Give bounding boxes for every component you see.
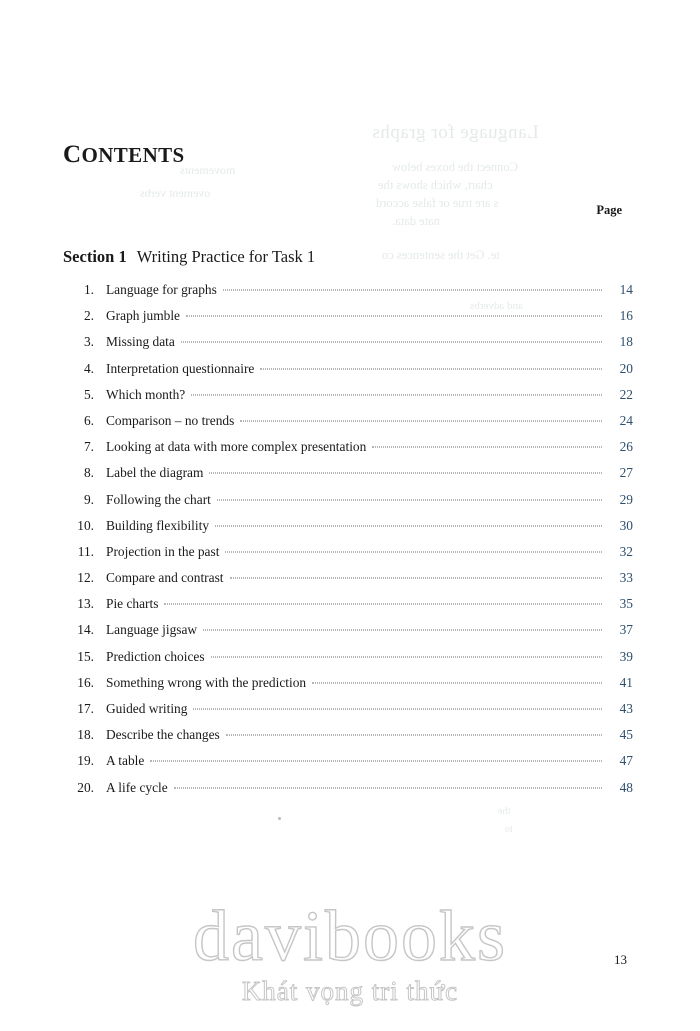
toc-entry-number: 12. [77, 570, 94, 586]
toc-entry-number: 18. [77, 727, 94, 743]
toc-entry-number: 5. [83, 386, 94, 402]
toc-leader-dots [203, 630, 602, 631]
toc-entry-label: Pie charts [106, 596, 159, 612]
toc-entry[interactable] [63, 753, 633, 779]
toc-leader-dots [186, 316, 602, 317]
bleed-through-line: chart, which shows the [378, 178, 493, 192]
page-title [63, 141, 185, 169]
toc-leader-dots [223, 290, 602, 291]
toc-entry-number: 14. [77, 622, 94, 638]
toc-entry[interactable] [63, 596, 633, 622]
toc-leader-dots [150, 761, 602, 762]
toc-entry-page: 20 [619, 360, 633, 376]
toc-entry-label: A life cycle [106, 779, 168, 795]
toc-entry[interactable] [63, 649, 633, 675]
toc-entry-page: 35 [619, 596, 633, 612]
page-title-initial: C [63, 141, 82, 169]
toc-entry[interactable] [63, 308, 633, 334]
toc-entry-label: Prediction choices [106, 648, 205, 664]
toc-entry-label: A table [106, 753, 145, 769]
toc-entry-label: Label the diagram [106, 465, 204, 481]
toc-entry-number: 17. [77, 701, 94, 716]
toc-leader-dots [211, 656, 602, 657]
toc-entry-number: 2. [83, 308, 94, 324]
toc-entry[interactable] [63, 701, 633, 727]
toc-entry-page: 41 [619, 674, 633, 690]
watermark-title: davibooks [193, 896, 507, 976]
toc-entry-number: 20. [77, 779, 94, 795]
bleed-through-line: to [505, 824, 513, 835]
toc-leader-dots [372, 447, 602, 448]
toc-entry-number: 13. [77, 596, 94, 612]
page-title-rest: ONTENTS [81, 143, 185, 168]
toc-entry[interactable] [63, 780, 633, 806]
bleed-through-line: s are true or false accord [376, 196, 499, 210]
table-of-contents [63, 282, 633, 806]
toc-entry-page: 48 [619, 779, 633, 795]
toc-entry-label: Language jigsaw [106, 622, 198, 638]
toc-entry[interactable] [63, 282, 633, 308]
toc-entry[interactable] [63, 387, 633, 413]
toc-entry-page: 33 [619, 570, 633, 586]
toc-leader-dots [191, 394, 602, 395]
toc-leader-dots [225, 551, 602, 552]
toc-entry-label: Projection in the past [106, 543, 220, 559]
toc-entry-page: 26 [619, 439, 633, 455]
toc-entry[interactable] [63, 675, 633, 701]
section-title: Writing Practice for Task 1 [136, 247, 316, 266]
toc-entry-label: Describe the changes [106, 727, 220, 743]
toc-entry-page: 14 [619, 282, 633, 297]
toc-entry-page: 24 [619, 412, 633, 428]
bleed-through-title: Language for graphs [372, 122, 539, 143]
page-number: 13 [614, 952, 627, 967]
toc-entry-label: Following the chart [106, 491, 211, 507]
toc-entry[interactable] [63, 570, 633, 596]
toc-entry-number: 4. [83, 360, 94, 376]
paper-speck [278, 817, 281, 820]
watermark-subtitle: Khát vọng tri thức [241, 976, 459, 1006]
toc-leader-dots [174, 787, 602, 788]
toc-entry-number: 16. [77, 674, 94, 690]
section-heading [63, 247, 315, 267]
toc-entry-label: Graph jumble [106, 308, 181, 324]
toc-entry-page: 45 [619, 727, 633, 743]
toc-entry-number: 7. [83, 439, 94, 455]
toc-entry-page: 37 [619, 622, 633, 638]
toc-leader-dots [260, 368, 602, 369]
toc-entry-page: 16 [619, 308, 633, 324]
toc-entry[interactable] [63, 361, 633, 387]
toc-entry[interactable] [63, 334, 633, 360]
toc-leader-dots [164, 604, 602, 605]
toc-leader-dots [240, 420, 602, 421]
bleed-through-line: Connect the boxes below [392, 160, 519, 174]
toc-entry-number: 1. [83, 282, 94, 297]
toc-leader-dots [312, 682, 602, 683]
toc-entry-label: Missing data [106, 334, 175, 350]
toc-entry-label: Compare and contrast [106, 570, 224, 586]
toc-entry-label: Building flexibility [106, 517, 210, 533]
toc-entry-label: Guided writing [106, 701, 188, 716]
toc-entry[interactable] [63, 413, 633, 439]
toc-entry-page: 22 [619, 386, 633, 402]
toc-entry-page: 27 [619, 465, 633, 481]
toc-entry-number: 3. [83, 334, 94, 350]
toc-leader-dots [230, 578, 602, 579]
toc-leader-dots [215, 525, 602, 526]
toc-entry-label: Something wrong with the prediction [106, 674, 307, 690]
toc-entry-page: 18 [619, 334, 633, 350]
toc-entry-label: Looking at data with more complex presentation [106, 439, 367, 455]
toc-entry[interactable] [63, 622, 633, 648]
toc-entry-page: 32 [619, 543, 633, 559]
toc-entry[interactable] [63, 518, 633, 544]
toc-leader-dots [193, 709, 602, 710]
bleed-through-line: nate data. [392, 214, 440, 228]
toc-entry-number: 19. [77, 753, 94, 769]
toc-entry-label: Which month? [106, 386, 186, 402]
bleed-through-line: te. Get the sentences co [382, 248, 500, 262]
toc-entry-label: Comparison – no trends [106, 412, 235, 428]
toc-entry-page: 47 [619, 753, 633, 769]
toc-leader-dots [181, 342, 602, 343]
toc-entry[interactable] [63, 544, 633, 570]
bleed-through-line: ovement verbs [140, 186, 211, 200]
page-column-header: Page [596, 203, 622, 217]
toc-entry[interactable] [63, 727, 633, 753]
toc-entry-number: 9. [83, 491, 94, 507]
toc-entry-page: 29 [619, 491, 633, 507]
section-number: Section 1 [63, 247, 127, 266]
toc-entry-page: 30 [619, 517, 633, 533]
toc-entry-number: 6. [83, 412, 94, 428]
bleed-through-line: and adverbs [470, 300, 523, 312]
bleed-through-line: movements [180, 163, 236, 177]
toc-entry-label: Interpretation questionnaire [106, 360, 255, 376]
toc-entry-page: 39 [619, 648, 633, 664]
toc-leader-dots [226, 735, 602, 736]
toc-entry[interactable] [63, 465, 633, 491]
toc-leader-dots [217, 499, 602, 500]
toc-entry-label: Language for graphs [106, 282, 217, 297]
toc-entry-number: 11. [77, 543, 94, 559]
watermark [0, 896, 700, 1007]
toc-entry-page: 43 [619, 701, 633, 716]
toc-entry-number: 10. [77, 517, 94, 533]
bleed-through-line: the [498, 806, 511, 817]
toc-entry-number: 15. [77, 648, 94, 664]
toc-entry-number: 8. [83, 465, 94, 481]
toc-leader-dots [209, 473, 602, 474]
toc-entry[interactable] [63, 439, 633, 465]
toc-entry[interactable] [63, 492, 633, 518]
